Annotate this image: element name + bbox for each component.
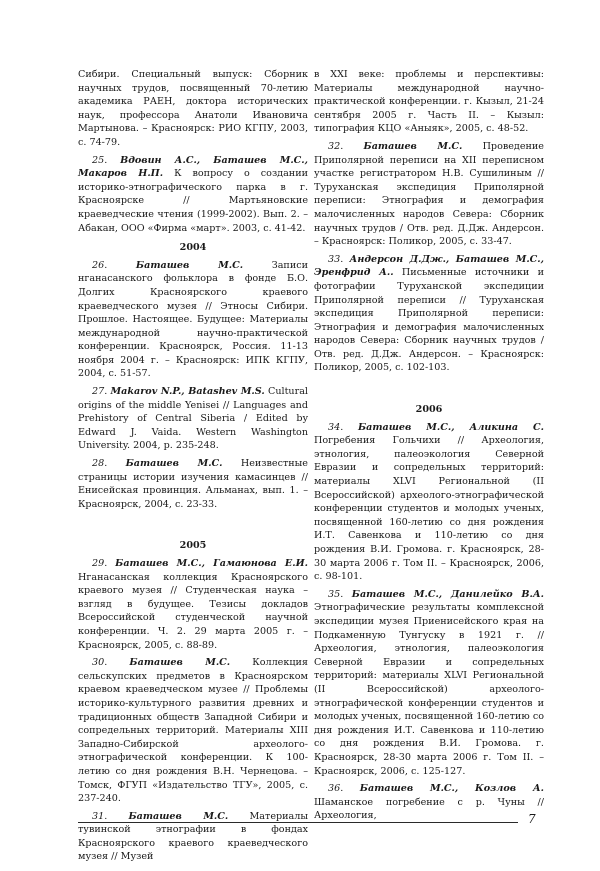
entry-number: 32. [328, 140, 344, 152]
entry-authors: Баташев М.С. [125, 458, 223, 470]
entry-number: 29. [92, 558, 108, 569]
bib-entry-30 [78, 656, 308, 806]
entry-text: Материалы тувинской этнографии в фондах Красноярского краевого краеведческого музея // Музей [78, 810, 308, 863]
year-heading-2005: 2005 [179, 540, 207, 552]
right-column [314, 68, 544, 827]
entry-authors: Баташев М.С. [129, 657, 231, 669]
entry-number: 36. [328, 783, 344, 795]
entry-number: 34. [328, 421, 344, 433]
entry-number: 31. [92, 810, 108, 822]
page-number: 7 [528, 812, 536, 826]
footer-rule [78, 822, 518, 823]
bib-entry-33 [314, 253, 544, 375]
entry-authors: Баташев М.С. [128, 810, 229, 822]
bib-entry-35 [314, 588, 544, 778]
entry-authors: Баташев М.С., Козлов А. [359, 783, 544, 795]
entry-text: Проведение Приполярной переписи на XII переписном участке регистратором Н.В. Сушилиным // Туруханская экспедиция Приполярной переписи: Этнография и демография малочисленных народов Севера: Сборник научных трудов / Отв. ред. Д.Дж. Андерсон. – Красноярск: Поликор, 2005, с. 33-47. [314, 140, 544, 248]
entry-authors: Баташев М.С. [363, 140, 463, 152]
spacer [78, 515, 308, 533]
entry-continuation: Сибири. Специальный выпуск: Сборник научных трудов, посвященный 70-летию академика РАЕН, доктора исторических наук, профессора Анатоли Ивановича Мартынова. – Красноярск: РИО КГПУ, 2003, с. 74-79. [78, 69, 308, 148]
entry-number: 35. [328, 588, 344, 600]
entry-text: Этнографические результаты комплексной экспедиции музея Приенисейского края на Подкаменную Тунгуску в 1921 г. // Археология, этнология, палеоэкология Северной Евразии и сопредельных территорий: материалы XLVI Региональной (II Всероссийской) археолого-этнографической конференции студентов и молодых ученых, посвященной 160-летию со дня рождения И.Т. Савенкова и 110-летию со дня рождения В.И. Громова. г. Красноярск, 28-30 марта 2006 г. Том II. – Красноярск, 2006, с. 125-127. [314, 602, 544, 777]
bib-entry-26 [78, 259, 308, 381]
entry-text: Cultural origins of the middle Yenisei // Languages and Prehistory of Central Siberia / Edited by Edward J. Vaida. Western Washington University. 2004, p. 235-248. [78, 386, 308, 452]
bib-entry-34 [314, 421, 544, 584]
entry-number: 30. [92, 657, 108, 669]
year-heading-2006: 2006 [415, 404, 443, 416]
year-heading-2004: 2004 [179, 242, 207, 254]
entry-authors: Баташев М.С., Гамаюнова Е.И. [115, 558, 308, 569]
entry-text: К вопросу о создании историко-этнографического парка в г. Красноярске // Мартьяновские краеведческие чтения (1999-2002). Вып. 2. – Абакан, ООО «Фирма «март». 2003, с. 41-42. [78, 168, 308, 234]
entry-authors: Makarov N.P., Batashev M.S. [110, 386, 265, 398]
entry-text: Коллекция сельскупских предметов в Красноярском краевом краеведческом музее // Проблемы историко-культурного развития древних и традиционных обществ Западной Сибири и сопредельных территорий. Материалы XIII Западно-Сибирской археолого-этнографической конференции. К 100-летию со дня рождения В.Н. Чернецова. – Томск, ФГУП «Издательство ТГУ», 2005, с. 237-240. [78, 657, 308, 805]
entry-text: Письменные источники и фотографии Туруханской экспедиции Приполярной переписи // Туруханская экспедиция Приполярной переписи: Этнография и демография малочисленных народов Севера: Сборник научных трудов / Отв. ред. Д.Дж. Андерсон. – Красноярск: Поликор, 2005, с. 102-103. [314, 267, 544, 374]
entry-text: Неизвестные страницы истории изучения камасинцев // Енисейская провинция. Альманах, вып. 1. – Красноярск, 2004, с. 23-33. [78, 458, 308, 510]
bib-entry-36 [314, 782, 544, 823]
entry-authors: Баташев М.С. [135, 259, 244, 271]
bib-entry-28 [78, 457, 308, 511]
bib-entry-25 [78, 154, 308, 236]
entry-authors: Андерсон Д.Дж., Баташев М.С., Эренфрид А.. [314, 253, 544, 279]
entry-text: Записи нганасанского фольклора в фонде Б.О. Долгих Красноярского краевого краеведческого музея // Этносы Сибири. Прошлое. Настоящее. Будущее: Материалы международной научно-практической конференции. Красноярск, Россия. 11-13 ноября 2004 г. – Красноярск: ИПК КГПУ, 2004, с. 51-57. [78, 259, 308, 380]
entry-number: 27. [92, 386, 108, 398]
bib-entry-32 [314, 140, 544, 249]
entry-continuation: в XXI веке: проблемы и перспективы: Материалы международной научно-практической конференции. г. Кызыл, 21-24 сентября 2005 г. Часть II. – Кызыл: типография КЦО «Аныяк», 2005, с. 48-52. [314, 69, 544, 135]
entry-authors: Баташев М.С., Аликина С. [357, 421, 544, 433]
entry-number: 28. [92, 458, 108, 470]
entry-number: 33. [328, 253, 344, 265]
entry-authors: Вдовин А.С., Баташев М.С., Макаров Н.П. [78, 154, 308, 180]
bib-entry-31 [78, 810, 308, 864]
entry-text: Нганасанская коллекция Красноярского краевого музея // Студенческая наука – взгляд в будущее. Тезисы докладов Всероссийской студенческой научной конференции. Ч. 2. 29 марта 2005 г. – Красноярск, 2005, с. 88-89. [78, 571, 308, 651]
entry-authors: Баташев М.С., Данилейко В.А. [351, 588, 544, 600]
bib-entry-29 [78, 557, 308, 652]
left-column [78, 68, 308, 868]
entry-number: 26. [92, 259, 108, 271]
spacer [314, 379, 544, 397]
entry-text: Шаманское погребение с р. Чуны // Археология, [314, 796, 544, 822]
entry-number: 25. [92, 154, 108, 166]
bib-entry-27 [78, 385, 308, 453]
entry-text: Погребения Гольчихи // Археология, этнология, палеоэкология Северной Евразии и сопредельных территорий: материалы XLVI Региональной (II Всероссийской) археолого-этнографической конференции студентов и молодых ученых, посвященной 160-летию со дня рождения И.Т. Савенкова и 110-летию со дня рождения В.И. Громова. г. Красноярск, 28-30 марта 2006 г. Том II. – Красноярск, 2006, с. 98-101. [314, 435, 544, 583]
